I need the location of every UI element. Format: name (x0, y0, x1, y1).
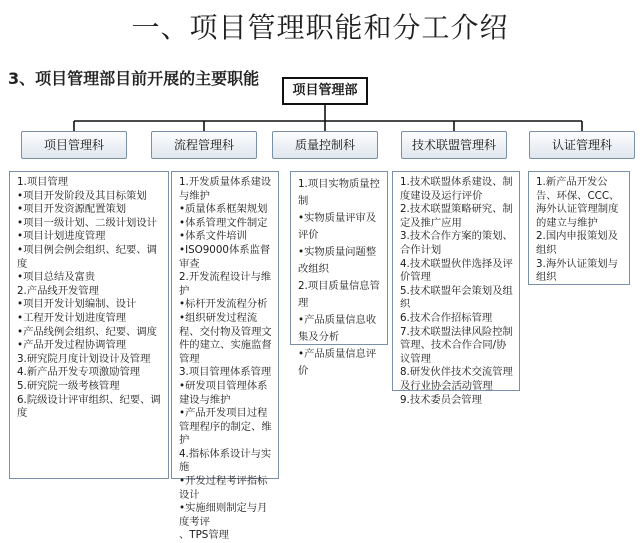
duty-item: 5.研究院一级考核管理 (17, 379, 120, 392)
duty-item: •体系文件培训 (179, 230, 247, 243)
duty-item: •实施细则制定与月度考评 (179, 502, 268, 528)
duty-item: •标杆开发流程分析 (179, 298, 268, 311)
duty-item: 9.技术委员会管理 (400, 393, 482, 406)
duty-item: 6.技术合作招标管理 (400, 311, 493, 324)
duty-item: 1.技术联盟体系建设、制度建设及运行评价 (400, 176, 513, 202)
duty-item: •产品线例会组织、纪要、调度 (17, 325, 157, 338)
dept-node-tech-alliance: 技术联盟管理科 (401, 131, 507, 159)
duty-item: 5.技术联盟年会策划及组织 (400, 284, 513, 311)
duty-item: •项目计划进度管理 (17, 230, 106, 243)
duty-item: 2.国内申报策划及组织 (536, 230, 618, 256)
duty-item: 1.新产品开发公告、环保、CCC、海外认证管理制度的建立与维护 (536, 176, 620, 229)
duty-item: •产品质量信息评价 (298, 348, 377, 377)
duty-item: 3.技术合作方案的策划、合作计划 (400, 230, 513, 256)
duty-item: •项目开发资源配置策划 (17, 203, 127, 216)
duty-item: 2.技术联盟策略研究、制定及推广应用 (400, 203, 513, 229)
duty-item: 4.技术联盟伙伴选择及评价管理 (400, 257, 513, 284)
duty-item: 3.海外认证策划与组织 (536, 257, 618, 284)
duty-item: •工程开发计划进度管理 (17, 311, 127, 324)
duty-item: 3.项目管理体系管理 (179, 366, 272, 379)
duty-item: 2.产品线开发管理 (17, 284, 99, 297)
duty-item: 2.项目质量信息管理 (298, 280, 380, 309)
duty-item: •产品开发项目过程管理程序的制定、维护 (179, 407, 272, 447)
org-root-node: 项目管理部 (282, 77, 368, 105)
duty-item: 6.院级设计评审组织、纪要、调度 (17, 393, 161, 420)
section-subtitle: 3、项目管理部目前开展的主要职能 (8, 69, 260, 88)
duties-panel-tech-alliance (392, 171, 520, 406)
duty-item: •项目总结及富贵 (17, 271, 96, 284)
duties-panel-certification (528, 171, 630, 285)
dept-node-process-management: 流程管理科 (151, 131, 257, 159)
duty-item: •实物质量问题整改组织 (298, 246, 377, 275)
duty-item: •开发过程考评指标设计 (179, 475, 268, 501)
duty-item: •实物质量评审及评价 (298, 212, 377, 241)
duty-item: 4.新产品开发专项激励管理 (17, 366, 141, 379)
duty-item: 1.项目实物质量控制 (298, 178, 380, 207)
duty-item: •项目开发计划编制、设计 (17, 298, 137, 311)
dept-node-quality-control: 质量控制科 (272, 131, 378, 159)
duty-item: 2.开发流程设计与维护 (179, 271, 272, 297)
duty-item: 1.项目管理 (17, 176, 69, 188)
duty-item: 4.指标体系设计与实施 (179, 447, 272, 474)
duties-panel-process-management (171, 171, 279, 542)
duty-item: •组织研发过程流程、交付物及管理文件的建立、实施监督管理 (179, 311, 272, 365)
duty-item: •质量体系框架规划 (179, 203, 268, 216)
duty-item: •项目一级计划、二级计划设计 (17, 216, 157, 229)
duty-item: 1.开发质量体系建设与维护 (179, 176, 272, 202)
duty-item: 3.研究院月度计划设计及管理 (17, 352, 151, 365)
duty-item: 8.研发伙伴技术交流管理及行业协会活动管理 (400, 366, 513, 392)
duty-item: •项目开发阶段及其目标策划 (17, 189, 147, 202)
duties-panel-quality-control (290, 171, 388, 377)
duty-item: •项目例会例会组织、纪要、调度 (17, 243, 157, 270)
duty-item: •ISO9000体系监督审查 (179, 243, 271, 270)
duty-item: •产品开发过程协调管理 (17, 339, 127, 352)
duties-panel-project-management (9, 171, 169, 479)
dept-node-project-management: 项目管理科 (21, 131, 127, 159)
duty-item: 7.技术联盟法律风险控制管理、技术合作合同/协议管理 (400, 325, 513, 365)
duty-item: 、TPS管理 (179, 529, 229, 542)
dept-node-certification: 认证管理科 (529, 131, 635, 159)
page-title: 一、项目管理职能和分工介绍 (131, 11, 509, 44)
duty-item: •研发项目管理体系建设与维护 (179, 379, 268, 406)
duty-item: •体系管理文件制定 (179, 216, 268, 229)
duty-item: •产品质量信息收集及分析 (298, 314, 377, 343)
